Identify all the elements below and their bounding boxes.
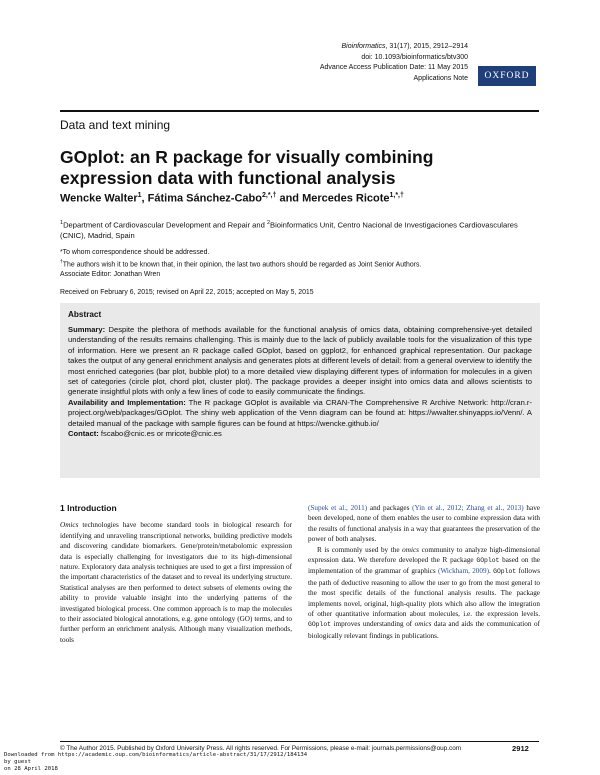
associate-editor: Associate Editor: Jonathan Wren xyxy=(60,270,161,278)
journal-access-date: Advance Access Publication Date: 11 May 2015 xyxy=(319,64,468,71)
intro-paragraph-1: Omics technologies have become standard tools in biological research for identifying and unraveling transcriptional networks, building predictive models and discovering candidate biomarkers. Gene/protein/metabolomic expression data is especially challenging for investigators due to its high-dimensional nature. Exploratory data analysis techniques are used to get a first impression of the important characteristics of the dataset and to reveal its underlying structure. Statistical analyses are then performed to detect subsets of elements owing the ability to provide valuable insight into the underlying patterns of the investigated biological process. One common approach is to map the molecules to their associated biological annotations, e.g. gene ontology (GO) terms, and to further perform an enrichment analysis. Although many visualization methods, tools xyxy=(60,521,292,644)
title-line-2: expression data with functional analysis xyxy=(60,168,396,188)
abstract-summary: Summary: Despite the plethora of methods available for the functional analysis of omics data, obtaining comprehensive-yet detailed understanding of the results remains challenging. This is mainly due to the lack of publicly available tools for the visualization of this type of information. Here we present an R package called GOplot, based on ggplot2, for enhanced graphical representation. Our package takes the output of any general enrichment analysis and generates plots at different levels of detail: from a general overview to identify the most enriched categories (bar plot, bubble plot) to a more detailed view displaying different types of information for molecules in a given set of categories (circle plot, chord plot, cluster plot). The package provides a deeper insight into omics data and allows scientists to generate insightful plots with only a few lines of code to easily communicate the findings. xyxy=(68,325,532,397)
journal-name[interactable]: Bioinformatics xyxy=(341,43,386,50)
intro-paragraph-2: R is commonly used by the omics community to analyze high-dimensional expression data. We therefore developed the R package GOplot based on the implementation of the grammar of graphics (Wickham, 2009). GOplot follows the path of deductive reasoning to allow the user to go from the most general to the most specific details of the functional analysis results. The package implements novel, original, high-quality plots which also allow the integration of other quantitative information about molecules, i.e. the expression levels. GOplot improves understanding of omics data and aids the communication of biologically relevant findings in publications. xyxy=(308,545,541,640)
abstract-availability: Availability and Implementation: The R package GOplot is available via CRAN-The Comprehensive R Archive Network: http://cran.r-project.org/web/packages/GOplot. The shiny web application of the Venn diagram can be found at: https://wwalter.shinyapps.io/Venn/. A detailed manual of the package with sample figures can be found at https://wencke.github.io/ xyxy=(68,397,532,428)
intro-paragraph-1-cont: (Supek et al., 2011) and packages (Yin et al., 2012; Zhang et al., 2013) have been developed, none of them enables the user to combine expression data with the results of functional analysis in a way that guarantees the preservation of the power of both analyses. xyxy=(308,504,540,544)
journal-citation: Bioinformatics, 31(17), 2015, 2912–2914 xyxy=(341,43,468,50)
body-left-column xyxy=(60,503,292,645)
oxford-logo[interactable]: OXFORD xyxy=(478,66,536,86)
author-2-affiliation-mark[interactable]: 2,*,† xyxy=(261,192,277,199)
author-1-affiliation-mark[interactable]: 1 xyxy=(137,192,142,199)
article-type: Applications Note xyxy=(413,74,468,82)
author-list: Wencke Walter$^1$, Fátima Sánchez-Cabo$^{2,*,\dagger}$ and Mercedes Ricote$^{1,*,\dagger}$ xyxy=(60,192,404,205)
received-dates: Received on February 6, 2015; revised on April 22, 2015; accepted on May 5, 2015 xyxy=(60,289,314,296)
abstract-contact: Contact: fscabo@cnic.es or mricote@cnic.es xyxy=(68,429,222,439)
citation-link[interactable]: (Yin et al., 2012; Zhang et al., 2013) xyxy=(412,504,524,512)
abstract-heading: Abstract xyxy=(68,310,102,319)
citation-link[interactable]: (Wickham, 2009) xyxy=(438,567,489,576)
journal-doi[interactable]: doi: 10.1093/bioinformatics/btv300 xyxy=(361,53,468,61)
author-3[interactable]: Mercedes Ricote xyxy=(302,192,390,205)
body-right-column xyxy=(308,503,540,641)
abstract-box xyxy=(60,303,540,478)
author-1[interactable]: Wencke Walter xyxy=(60,192,138,205)
author-2[interactable]: Fátima Sánchez-Cabo xyxy=(147,192,262,205)
journal-info xyxy=(208,42,468,84)
introduction-heading: 1 Introduction xyxy=(60,503,117,513)
article-title xyxy=(60,147,540,189)
page-number: 2912 xyxy=(512,744,529,753)
author-3-affiliation-mark[interactable]: 1,*,† xyxy=(389,192,404,199)
correspondence-note: *To whom correspondence should be addressed. xyxy=(60,249,210,256)
copyright-notice: © The Author 2015. Published by Oxford University Press. All rights reserved. For Permissions, please e-mail: journals.permissions@oup.com xyxy=(60,745,462,752)
section-heading: Data and text mining xyxy=(60,118,171,132)
header-rule xyxy=(60,110,539,112)
citation-link[interactable]: (Supek et al., 2011) xyxy=(308,504,368,512)
joint-authors-note: †The authors wish it to be known that, in their opinion, the last two authors should be regarded as Joint Senior Authors. xyxy=(60,258,422,268)
footer-rule xyxy=(60,741,539,742)
download-stamp: Downloaded from https://academic.oup.com/bioinformatics/article-abstract/31/17/2912/184134 by guest on 28 April 2018 xyxy=(4,752,308,772)
affiliations: $^1$Department of Cardiovascular Development and Repair and $^2$Bioinformatics Unit, Centro Nacional de Investigaciones Cardiovasculares (CNIC), Madrid, Spain xyxy=(60,220,518,241)
author-notes xyxy=(60,248,540,279)
title-line-1: GOplot: an R package for visually combining xyxy=(60,147,434,167)
